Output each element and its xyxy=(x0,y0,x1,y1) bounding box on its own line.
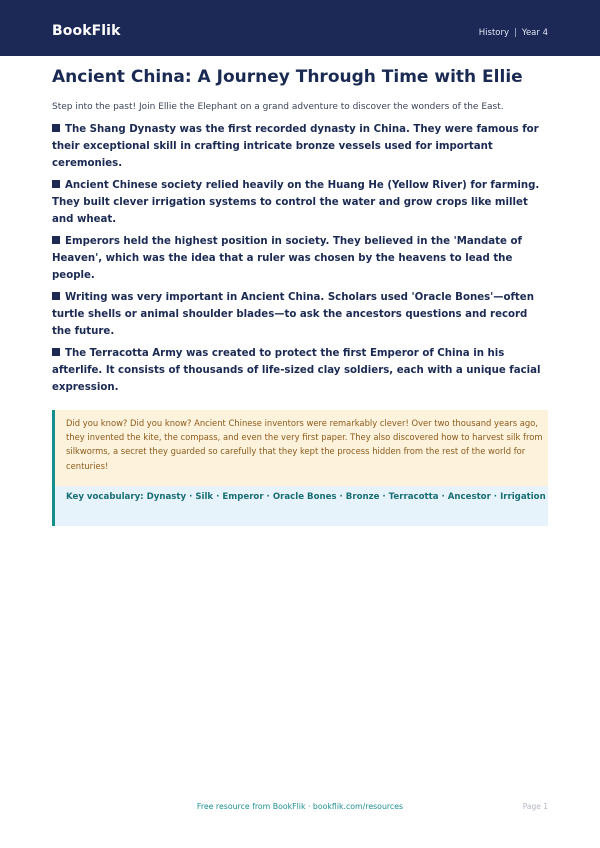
footer-resource-link[interactable]: Free resource from BookFlik · bookflik.com/resources xyxy=(196,802,404,811)
page-title: Ancient China: A Journey Through Time with Ellie xyxy=(52,67,523,87)
fact-text: Ancient Chinese society relied heavily on the Huang He (Yellow River) for farming. They built clever irrigation systems to control the water and grow crops like millet and wheat. xyxy=(52,180,540,225)
did-you-know-callout xyxy=(52,410,548,526)
subject-label: History xyxy=(478,28,510,38)
brand-logo: BookFlik xyxy=(52,23,121,39)
meta-separator: | xyxy=(514,28,517,38)
fact-item xyxy=(52,346,548,397)
intro-text: Step into the past! Join Ellie the Elephant on a grand adventure to discover the wonders of the East. xyxy=(52,102,504,112)
page-number: Page 1 xyxy=(522,802,548,811)
fact-item xyxy=(52,290,548,341)
fact-text: Emperors held the highest position in society. They believed in the 'Mandate of Heaven', which was the idea that a ruler was chosen by the heavens to lead the people. xyxy=(52,236,522,281)
year-label: Year 4 xyxy=(521,28,548,38)
fact-item xyxy=(52,122,548,173)
top-bar xyxy=(0,0,600,56)
did-you-know-text: Did you know? Did you know? Ancient Chinese inventors were remarkably clever! Over two thousand years ago, they invented the kite, the compass, and even the very first paper. They also discovered how to harvest silk from silkworms, a secret they guarded so carefully that they kept the process hidden from the rest of the world for centuries! xyxy=(66,418,543,471)
square-bullet-icon xyxy=(52,180,60,188)
subject-year xyxy=(479,27,548,39)
fact-item xyxy=(52,178,548,229)
key-vocabulary: Key vocabulary: Dynasty · Silk · Emperor · Oracle Bones · Bronze · Terracotta · Ancestor · Irrigation xyxy=(66,492,546,502)
fact-text: Writing was very important in Ancient China. Scholars used 'Oracle Bones'—often turtle shells or animal shoulder blades—to ask the ancestors questions and record the future. xyxy=(52,292,534,337)
fact-text: The Terracotta Army was created to protect the first Emperor of China in his afterlife. It consists of thousands of life-sized clay soldiers, each with a unique facial expression. xyxy=(52,348,541,393)
square-bullet-icon xyxy=(52,292,60,300)
square-bullet-icon xyxy=(52,124,60,132)
page-footer xyxy=(0,801,600,817)
square-bullet-icon xyxy=(52,236,60,244)
fact-item xyxy=(52,234,548,285)
square-bullet-icon xyxy=(52,348,60,356)
fact-text: The Shang Dynasty was the first recorded dynasty in China. They were famous for their exceptional skill in crafting intricate bronze vessels used for important ceremonies. xyxy=(52,124,539,169)
